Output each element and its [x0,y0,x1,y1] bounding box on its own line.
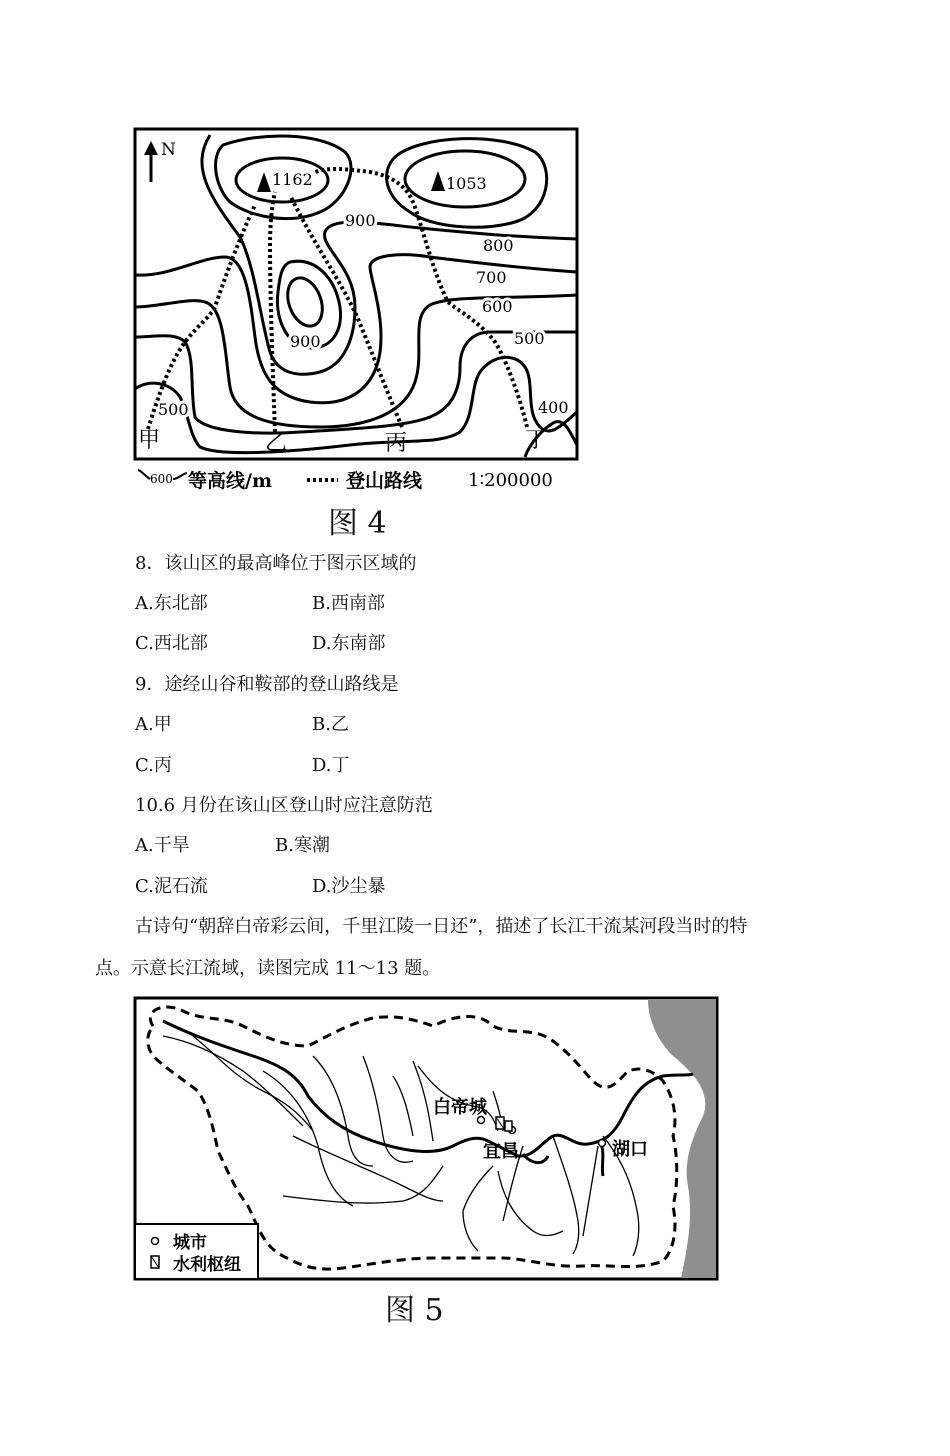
contour-label: 700 [476,268,507,287]
legend-route-text: 登山路线 [346,470,423,492]
contour-label: 900 [290,332,321,351]
q10-option-a: A.干旱 [135,835,190,856]
city-label-yichang: 宜昌 [483,1141,519,1162]
legend-contour-text: 等高线/m [188,470,273,492]
question-8-stem: 8．该山区的最高峰位于图示区域的 [135,553,417,574]
contour-label: 500 [158,400,189,419]
intro-line-1: 古诗句“朝辞白帝彩云间，千里江陵一日还”，描述了长江干流某河段当时的特 [135,916,748,937]
q8-option-b: B.西南部 [312,593,385,614]
legend-contour-sample: 600 [150,472,173,486]
contour-label: 500 [514,329,545,348]
route-label-jia: 甲 [138,428,161,453]
figure-4-caption: 图 4 [328,506,387,541]
north-label: N [161,140,176,160]
route-label-ding: 丁 [525,428,548,453]
legend-dam-text: 水利枢纽 [173,1255,241,1275]
contour-map-svg [130,127,580,497]
basin-map-svg [133,996,719,1282]
peak-1053-label: 1053 [446,174,487,193]
q9-option-d: D.丁 [312,755,350,776]
q8-option-c: C.西北部 [135,633,208,654]
q9-option-b: B.乙 [312,714,349,735]
map4-legend [138,469,553,492]
contour-legend-icon [138,470,150,479]
q10-option-b: B.寒潮 [275,835,330,856]
map5-legend [135,1224,258,1279]
question-10-stem: 10.6 月份在该山区登山时应注意防范 [135,795,433,816]
legend-scale: 1∶200000 [468,470,553,491]
question-9-stem: 9．途经山谷和鞍部的登山路线是 [135,674,399,695]
legend-city-text: 城市 [173,1233,207,1253]
q9-option-c: C.丙 [135,755,172,776]
figure-5-yangtze-basin-map [133,996,719,1282]
intro-line-2: 点。示意长江流域，读图完成 11～13 题。 [95,958,441,979]
contour-label: 600 [482,297,513,316]
hukou-city-icon [599,1140,606,1147]
city-label-baidicheng: 白帝城 [433,1097,487,1118]
route-label-bing: 丙 [385,431,408,456]
peak-1162-label: 1162 [272,170,313,189]
contour-label: 900 [345,211,376,230]
figure-5-caption: 图 5 [385,1293,444,1328]
q8-option-a: A.东北部 [135,593,208,614]
contour-label: 800 [483,236,514,255]
q10-option-d: D.沙尘暴 [312,876,386,897]
dam-icon [505,1121,512,1131]
q8-option-d: D.东南部 [312,633,386,654]
legend-city-icon [152,1238,159,1245]
figure-4-contour-map [130,127,580,497]
contour-label: 400 [538,398,569,417]
route-label-yi: 乙 [265,431,288,456]
q9-option-a: A.甲 [135,714,172,735]
map-frame [135,129,577,459]
q10-option-c: C.泥石流 [135,876,208,897]
city-label-hukou: 湖口 [612,1139,648,1160]
